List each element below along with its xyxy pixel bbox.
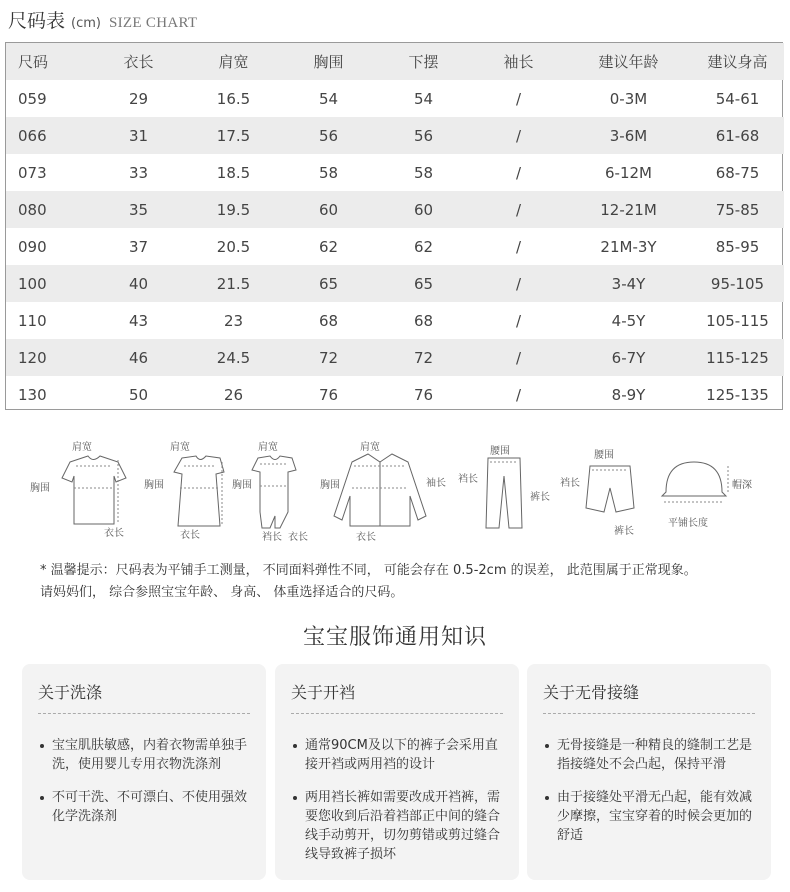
table-cell: 40	[128, 274, 149, 293]
measurement-notice	[40, 560, 780, 604]
col-header-size: 尺码	[18, 53, 49, 71]
table-cell: 4-5Y	[611, 311, 646, 330]
card-title: 关于洗涤	[38, 680, 250, 714]
table-cell: 19.5	[216, 200, 251, 219]
table-row	[6, 339, 784, 376]
size-table	[5, 42, 783, 410]
table-cell: 76	[413, 385, 434, 404]
table-cell: 090	[18, 237, 47, 256]
table-cell: 3-6M	[609, 126, 648, 145]
list-item: 通常90CM及以下的裤子会采用直接开裆或两用裆的设计	[291, 736, 503, 774]
table-cell: 35	[128, 200, 149, 219]
table-row	[6, 265, 784, 302]
label-shoulder-1: 肩宽	[72, 442, 92, 453]
shorts-icon	[586, 466, 634, 512]
table-row	[6, 80, 784, 117]
label-flat-length: 平铺长度	[668, 518, 708, 529]
table-cell: 23	[223, 311, 244, 330]
table-cell: 24.5	[216, 348, 251, 367]
table-cell: 8-9Y	[611, 385, 646, 404]
table-cell: 75-85	[715, 200, 760, 219]
label-waist-6: 腰围	[594, 450, 614, 461]
table-cell: 105-115	[706, 311, 769, 330]
table-cell: 33	[128, 163, 149, 182]
table-cell: 46	[128, 348, 149, 367]
col-header-height: 建议身高	[707, 53, 768, 71]
measurement-diagrams	[30, 436, 770, 546]
hat-icon	[662, 462, 726, 496]
table-cell: 059	[18, 89, 47, 108]
table-row	[6, 117, 784, 154]
table-cell: 54-61	[715, 89, 760, 108]
label-hat-depth: 帽深	[732, 480, 752, 491]
table-row	[6, 154, 784, 191]
table-cell: 18.5	[216, 163, 251, 182]
table-cell: 76	[318, 385, 339, 404]
table-cell: /	[515, 200, 522, 219]
table-cell: 110	[18, 311, 47, 330]
label-chest-4: 胸围	[320, 480, 340, 491]
size-chart-subtitle: SIZE CHART	[108, 15, 198, 31]
table-cell: /	[515, 385, 522, 404]
table-cell: /	[515, 126, 522, 145]
table-cell: 21M-3Y	[600, 237, 657, 256]
table-cell: 95-105	[710, 274, 765, 293]
list-item: 宝宝肌肤敏感，内着衣物需单独手洗，使用婴儿专用衣物洗涤剂	[38, 736, 250, 774]
table-cell: 17.5	[216, 126, 251, 145]
table-cell: 120	[18, 348, 47, 367]
table-cell: 56	[413, 126, 434, 145]
label-chest-3: 胸围	[232, 480, 252, 491]
size-chart-title: 尺码表	[8, 10, 66, 32]
table-cell: 56	[318, 126, 339, 145]
table-cell: 60	[413, 200, 434, 219]
table-cell: 61-68	[715, 126, 760, 145]
table-cell: 68	[413, 311, 434, 330]
table-cell: 43	[128, 311, 149, 330]
table-cell: 58	[413, 163, 434, 182]
table-cell: 130	[18, 385, 47, 404]
unit-label: (cm)	[71, 16, 101, 31]
col-header-chest: 胸围	[313, 53, 344, 71]
list-item: 由于接缝处平滑无凸起，能有效减少摩擦，宝宝穿着的时候会更加的舒适	[543, 788, 755, 845]
table-cell: 100	[18, 274, 47, 293]
table-cell: 72	[318, 348, 339, 367]
label-length-4: 衣长	[356, 532, 376, 543]
table-cell: 066	[18, 126, 47, 145]
label-shoulder-4: 肩宽	[360, 442, 380, 453]
table-cell: 85-95	[715, 237, 760, 256]
card-seamless	[527, 664, 771, 880]
table-row	[6, 376, 784, 413]
table-cell: 68-75	[715, 163, 760, 182]
col-header-shoulder: 肩宽	[218, 53, 249, 71]
table-cell: 50	[128, 385, 149, 404]
label-crotch-3: 裆长	[262, 532, 282, 543]
table-cell: 26	[223, 385, 244, 404]
card-title: 关于无骨接缝	[543, 680, 755, 714]
label-length-1: 衣长	[104, 528, 124, 539]
label-length-2: 衣长	[180, 530, 200, 541]
notice-line-1: * 温馨提示：尺码表为平铺手工测量， 不同面料弹性不同， 可能会存在 0.5-2cm 的误差， 此范围属于正常现象。	[40, 563, 697, 578]
table-cell: 62	[318, 237, 339, 256]
table-cell: 6-7Y	[611, 348, 646, 367]
table-cell: 72	[413, 348, 434, 367]
table-cell: /	[515, 348, 522, 367]
dress-icon	[174, 456, 224, 526]
table-cell: 12-21M	[600, 200, 657, 219]
coat-icon	[334, 454, 426, 526]
table-cell: 58	[318, 163, 339, 182]
card-title: 关于开裆	[291, 680, 503, 714]
table-header-row	[6, 43, 784, 80]
table-cell: 65	[413, 274, 434, 293]
col-header-age: 建议年龄	[598, 53, 659, 71]
label-shoulder-2: 肩宽	[170, 442, 190, 453]
col-header-sleeve: 袖长	[503, 53, 534, 71]
label-chest-2: 胸围	[144, 480, 164, 491]
table-cell: /	[515, 237, 522, 256]
col-header-hem: 下摆	[408, 53, 439, 71]
table-cell: 20.5	[216, 237, 251, 256]
label-length-3: 衣长	[288, 532, 308, 543]
card-washing	[22, 664, 266, 880]
list-item: 两用裆长裤如需要改成开裆裤，需要您收到后沿着裆部正中间的缝合线手动剪开，切勿剪错或剪过缝合线导致裤子损坏	[291, 788, 503, 864]
notice-line-2: 请妈妈们， 综合参照宝宝年龄、 身高、 体重选择适合的尺码。	[40, 585, 404, 600]
label-pants-length-6: 裤长	[614, 526, 634, 537]
table-cell: 29	[128, 89, 149, 108]
table-cell: /	[515, 274, 522, 293]
size-chart-header	[8, 6, 197, 34]
romper-icon	[252, 456, 296, 528]
table-row	[6, 228, 784, 265]
table-row	[6, 302, 784, 339]
measurement-diagrams-svg	[30, 436, 770, 546]
knowledge-section-title: 宝宝服饰通用知识	[302, 625, 487, 650]
table-cell: 125-135	[706, 385, 769, 404]
list-item: 无骨接缝是一种精良的缝制工艺是指接缝处不会凸起，保持平滑	[543, 736, 755, 774]
table-cell: 073	[18, 163, 47, 182]
pants-icon	[486, 458, 522, 528]
label-waist-5: 腰围	[490, 446, 510, 457]
table-cell: 6-12M	[605, 163, 652, 182]
table-cell: /	[515, 163, 522, 182]
label-shoulder-3: 肩宽	[258, 442, 278, 453]
label-chest-1: 胸围	[30, 483, 50, 494]
table-cell: /	[515, 311, 522, 330]
table-cell: 60	[318, 200, 339, 219]
list-item: 不可干洗、不可漂白、不使用强效化学洗涤剂	[38, 788, 250, 826]
table-cell: 65	[318, 274, 339, 293]
label-pants-length-5: 裤长	[530, 492, 550, 503]
table-cell: 68	[318, 311, 339, 330]
card-open-crotch	[275, 664, 519, 880]
table-cell: 16.5	[216, 89, 251, 108]
table-cell: 62	[413, 237, 434, 256]
table-cell: 21.5	[216, 274, 251, 293]
col-header-length: 衣长	[123, 53, 154, 71]
table-cell: 115-125	[706, 348, 769, 367]
table-row	[6, 191, 784, 228]
table-cell: /	[515, 89, 522, 108]
table-cell: 3-4Y	[611, 274, 646, 293]
table-cell: 080	[18, 200, 47, 219]
table-cell: 0-3M	[609, 89, 648, 108]
table-cell: 54	[413, 89, 434, 108]
label-crotch-6: 裆长	[560, 478, 580, 489]
table-cell: 31	[128, 126, 149, 145]
table-cell: 37	[128, 237, 149, 256]
table-cell: 54	[318, 89, 339, 108]
label-sleeve-4: 袖长	[426, 478, 446, 489]
label-crotch-5: 裆长	[458, 474, 478, 485]
